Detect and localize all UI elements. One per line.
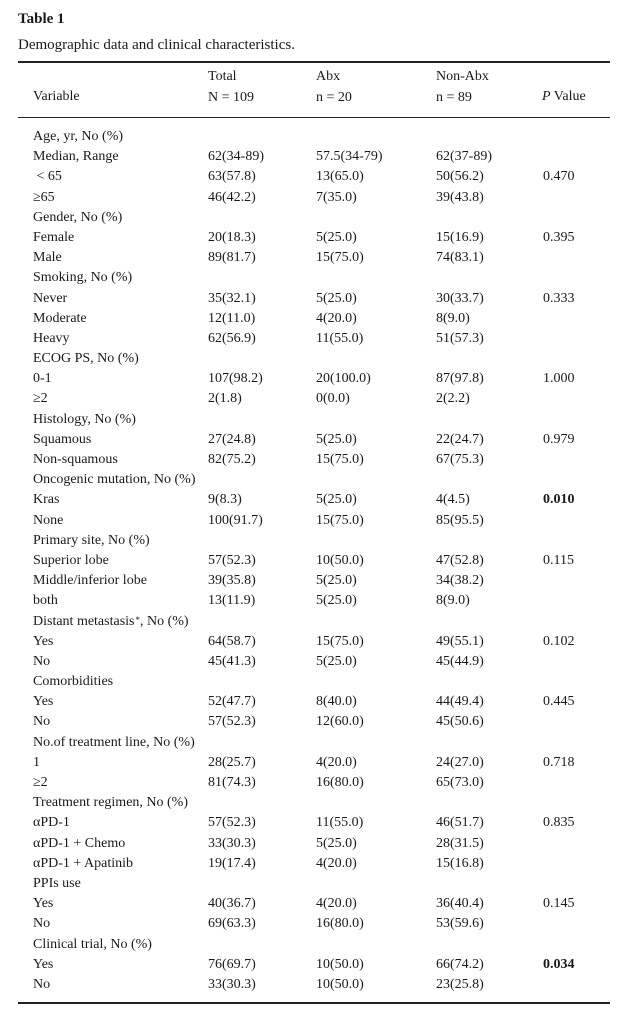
cell-non-abx: 62(37-89) <box>436 149 492 165</box>
cell-variable: No <box>33 976 51 992</box>
cell-abx: 5(25.0) <box>316 290 357 306</box>
cell-total: 35(32.1) <box>208 290 256 306</box>
cell-total: 33(30.3) <box>208 976 256 992</box>
cell-non-abx: 66(74.2) <box>436 956 484 972</box>
table-row <box>0 733 622 753</box>
header-abx-n: n = 20 <box>316 90 352 105</box>
table-row <box>0 753 622 773</box>
cell-p-value: 0.333 <box>543 290 575 306</box>
cell-p-value: 0.445 <box>543 694 575 710</box>
cell-variable: Age, yr, No (%) <box>33 129 124 144</box>
cell-abx: 7(35.0) <box>316 189 357 205</box>
cell-non-abx: 36(40.4) <box>436 896 484 912</box>
cell-variable: Smoking, No (%) <box>33 270 133 286</box>
cell-non-abx: 67(75.3) <box>436 452 484 467</box>
cell-variable: αPD-1 + Apatinib <box>33 855 134 871</box>
cell-abx: 10(50.0) <box>316 976 364 992</box>
cell-non-abx: 46(51.7) <box>436 815 484 831</box>
table-row <box>0 208 622 228</box>
table-row <box>0 127 622 147</box>
header-non-abx <box>436 67 489 109</box>
cell-non-abx: 49(55.1) <box>436 633 484 649</box>
table-row <box>0 490 622 510</box>
table-caption-subtitle: Demographic data and clinical characteristics. <box>18 37 295 53</box>
cell-total: 33(30.3) <box>208 835 256 851</box>
table-row <box>0 854 622 874</box>
cell-variable: Middle/inferior lobe <box>33 573 147 589</box>
cell-variable: both <box>33 593 58 609</box>
cell-variable: No.of treatment line, No (%) <box>33 734 195 750</box>
cell-non-abx: 8(9.0) <box>436 593 470 609</box>
cell-variable: Primary site, No (%) <box>33 532 150 548</box>
table-row <box>0 894 622 914</box>
cell-total: 100(91.7) <box>208 512 263 528</box>
cell-abx: 5(25.0) <box>316 593 357 609</box>
cell-total: 28(25.7) <box>208 754 256 770</box>
cell-variable: Yes <box>33 896 54 912</box>
cell-variable: Moderate <box>33 310 87 326</box>
table-row <box>0 389 622 409</box>
header-non-abx-label: Non-Abx <box>436 69 489 84</box>
cell-p-value: 0.010 <box>543 492 575 508</box>
cell-variable: ≥2 <box>33 775 48 790</box>
cell-total: 82(75.2) <box>208 452 256 467</box>
cell-abx: 11(55.0) <box>316 330 364 346</box>
table-row <box>0 470 622 490</box>
table-row <box>0 531 622 551</box>
cell-p-value: 0.395 <box>543 229 575 245</box>
table-row <box>0 793 622 813</box>
cell-non-abx: 2(2.2) <box>436 391 470 407</box>
cell-abx: 20(100.0) <box>316 371 371 387</box>
cell-variable: αPD-1 <box>33 815 70 831</box>
header-p-value-label <box>542 87 586 108</box>
cell-non-abx: 47(52.8) <box>436 552 484 568</box>
cell-abx: 5(25.0) <box>316 229 357 245</box>
cell-variable: Histology, No (%) <box>33 411 136 427</box>
cell-abx: 5(25.0) <box>316 573 357 589</box>
cell-abx: 16(80.0) <box>316 916 364 932</box>
table-row <box>0 712 622 732</box>
cell-abx: 16(80.0) <box>316 775 364 790</box>
cell-variable: No <box>33 714 51 730</box>
cell-total: 63(57.8) <box>208 169 256 185</box>
table-row <box>0 571 622 591</box>
cell-non-abx: 87(97.8) <box>436 371 484 387</box>
cell-non-abx: 44(49.4) <box>436 694 484 710</box>
cell-non-abx: 30(33.7) <box>436 290 484 306</box>
cell-abx: 15(75.0) <box>316 633 364 649</box>
cell-non-abx: 34(38.2) <box>436 573 484 589</box>
cell-p-value: 0.835 <box>543 815 575 831</box>
cell-variable: ≥2 <box>33 391 48 407</box>
table-body <box>0 127 622 995</box>
footnote-marker: * <box>135 614 140 625</box>
table-row <box>0 248 622 268</box>
cell-abx: 57.5(34-79) <box>316 149 383 165</box>
cell-p-value: 0.145 <box>543 896 575 912</box>
cell-total: 13(11.9) <box>208 593 256 609</box>
table-row <box>0 289 622 309</box>
cell-variable: Comorbidities <box>33 674 114 690</box>
cell-non-abx: 45(50.6) <box>436 714 484 730</box>
cell-total: 81(74.3) <box>208 775 256 790</box>
cell-total: 62(56.9) <box>208 330 256 346</box>
cell-non-abx: 65(73.0) <box>436 775 484 790</box>
cell-total: 45(41.3) <box>208 653 256 669</box>
table-row <box>0 874 622 894</box>
table-row <box>0 329 622 349</box>
table-row <box>0 147 622 167</box>
header-variable-label: Variable <box>33 89 80 104</box>
cell-variable: Never <box>33 290 68 306</box>
cell-abx: 15(75.0) <box>316 250 364 266</box>
table-row <box>0 975 622 995</box>
cell-non-abx: 23(25.8) <box>436 976 484 992</box>
cell-total: 69(63.3) <box>208 916 256 932</box>
cell-non-abx: 45(44.9) <box>436 653 484 669</box>
table-row <box>0 672 622 692</box>
cell-total: 62(34-89) <box>208 149 264 165</box>
cell-p-value: 0.102 <box>543 633 575 649</box>
cell-variable: Clinical trial, No (%) <box>33 936 152 952</box>
header-total-label: Total <box>208 69 237 84</box>
cell-variable: Squamous <box>33 431 92 447</box>
header-total-n: N = 109 <box>208 90 255 105</box>
cell-abx: 5(25.0) <box>316 492 357 508</box>
cell-abx: 10(50.0) <box>316 552 364 568</box>
table-row <box>0 268 622 288</box>
table-row <box>0 632 622 652</box>
cell-abx: 11(55.0) <box>316 815 364 831</box>
cell-non-abx: 74(83.1) <box>436 250 484 266</box>
cell-abx: 4(20.0) <box>316 754 357 770</box>
header-p-rest: Value <box>550 89 586 104</box>
table-row <box>0 914 622 934</box>
table-row <box>0 692 622 712</box>
cell-non-abx: 4(4.5) <box>436 492 470 508</box>
cell-total: 57(52.3) <box>208 552 256 568</box>
cell-abx: 5(25.0) <box>316 835 357 851</box>
cell-variable: Kras <box>33 492 60 508</box>
table-row <box>0 955 622 975</box>
cell-abx: 13(65.0) <box>316 169 364 185</box>
cell-non-abx: 51(57.3) <box>436 330 484 346</box>
header-abx-label: Abx <box>316 69 341 84</box>
cell-variable: Heavy <box>33 330 70 346</box>
table-row <box>0 773 622 793</box>
cell-non-abx: 85(95.5) <box>436 512 484 528</box>
cell-variable: Yes <box>33 956 54 972</box>
cell-abx: 4(20.0) <box>316 896 357 912</box>
table-row <box>0 813 622 833</box>
table-row <box>0 450 622 470</box>
cell-variable-text: Distant metastasis <box>33 613 135 629</box>
table-row <box>0 188 622 208</box>
cell-variable: Median, Range <box>33 149 119 165</box>
cell-variable: Female <box>33 229 75 245</box>
cell-total: 76(69.7) <box>208 956 256 972</box>
cell-total: 57(52.3) <box>208 714 256 730</box>
cell-p-value: 0.034 <box>543 956 575 972</box>
cell-abx: 4(20.0) <box>316 855 357 871</box>
cell-variable: No <box>33 653 51 669</box>
table-row <box>0 612 622 632</box>
cell-abx: 0(0.0) <box>316 391 350 407</box>
cell-total: 107(98.2) <box>208 371 263 387</box>
cell-variable: < 65 <box>33 169 62 185</box>
cell-total: 40(36.7) <box>208 896 256 912</box>
cell-non-abx: 15(16.8) <box>436 855 484 871</box>
header-non-abx-n: n = 89 <box>436 90 472 105</box>
cell-non-abx: 24(27.0) <box>436 754 484 770</box>
cell-variable: Yes <box>33 694 54 710</box>
cell-total: 2(1.8) <box>208 391 242 407</box>
cell-variable: ECOG PS, No (%) <box>33 351 139 367</box>
cell-non-abx: 28(31.5) <box>436 835 484 851</box>
cell-p-value: 0.979 <box>543 431 575 447</box>
cell-non-abx: 53(59.6) <box>436 916 484 932</box>
cell-non-abx: 22(24.7) <box>436 431 484 447</box>
cell-non-abx: 39(43.8) <box>436 189 484 205</box>
cell-abx: 15(75.0) <box>316 452 364 467</box>
cell-variable: ≥65 <box>33 189 55 205</box>
cell-abx: 8(40.0) <box>316 694 357 710</box>
cell-variable: No <box>33 916 51 932</box>
cell-abx: 4(20.0) <box>316 310 357 326</box>
table-row <box>0 511 622 531</box>
cell-total: 39(35.8) <box>208 573 256 589</box>
cell-total: 89(81.7) <box>208 250 256 266</box>
table-row <box>0 652 622 672</box>
cell-total: 46(42.2) <box>208 189 256 205</box>
top-rule <box>18 61 610 63</box>
cell-total: 9(8.3) <box>208 492 242 508</box>
cell-total: 27(24.8) <box>208 431 256 447</box>
cell-total: 52(47.7) <box>208 694 256 710</box>
header-p-italic: P <box>542 89 551 104</box>
table-row <box>0 935 622 955</box>
cell-variable: Superior lobe <box>33 552 109 568</box>
table-row <box>0 834 622 854</box>
header-variable <box>33 87 80 108</box>
cell-abx: 5(25.0) <box>316 653 357 669</box>
cell-non-abx: 8(9.0) <box>436 310 470 326</box>
cell-total: 12(11.0) <box>208 310 256 326</box>
cell-total: 20(18.3) <box>208 229 256 245</box>
cell-non-abx: 15(16.9) <box>436 229 484 245</box>
cell-p-value: 0.718 <box>543 754 575 770</box>
table-row <box>0 369 622 389</box>
bottom-rule <box>18 1002 610 1004</box>
cell-variable: αPD-1 + Chemo <box>33 835 126 851</box>
cell-variable-suffix: , No (%) <box>140 613 189 629</box>
table-caption-title: Table 1 <box>18 11 65 27</box>
cell-p-value: 0.470 <box>543 169 575 185</box>
table-row <box>0 167 622 187</box>
cell-total: 64(58.7) <box>208 633 256 649</box>
header-total <box>208 67 254 109</box>
cell-variable: Yes <box>33 633 54 649</box>
cell-variable: Treatment regimen, No (%) <box>33 795 188 811</box>
table-row <box>0 309 622 329</box>
table-row <box>0 349 622 369</box>
header-rule <box>18 117 610 118</box>
table-row <box>0 551 622 571</box>
cell-abx: 12(60.0) <box>316 714 364 730</box>
cell-abx: 15(75.0) <box>316 512 364 528</box>
table-row <box>0 591 622 611</box>
cell-variable <box>33 612 189 632</box>
cell-non-abx: 50(56.2) <box>436 169 484 185</box>
table-row <box>0 410 622 430</box>
cell-total: 57(52.3) <box>208 815 256 831</box>
cell-variable: 0-1 <box>33 371 52 387</box>
cell-variable: 1 <box>33 754 40 770</box>
cell-total: 19(17.4) <box>208 855 256 871</box>
header-p-value <box>542 87 586 108</box>
cell-abx: 5(25.0) <box>316 431 357 447</box>
cell-variable: Gender, No (%) <box>33 209 123 225</box>
cell-variable: None <box>33 512 64 528</box>
cell-abx: 10(50.0) <box>316 956 364 972</box>
table-row <box>0 228 622 248</box>
cell-variable: PPIs use <box>33 875 81 891</box>
cell-variable: Oncogenic mutation, No (%) <box>33 472 196 488</box>
cell-p-value: 0.115 <box>543 552 574 568</box>
cell-variable: Non-squamous <box>33 452 118 467</box>
header-abx <box>316 67 352 109</box>
cell-p-value: 1.000 <box>543 371 575 387</box>
cell-variable: Male <box>33 250 62 266</box>
table-row <box>0 430 622 450</box>
